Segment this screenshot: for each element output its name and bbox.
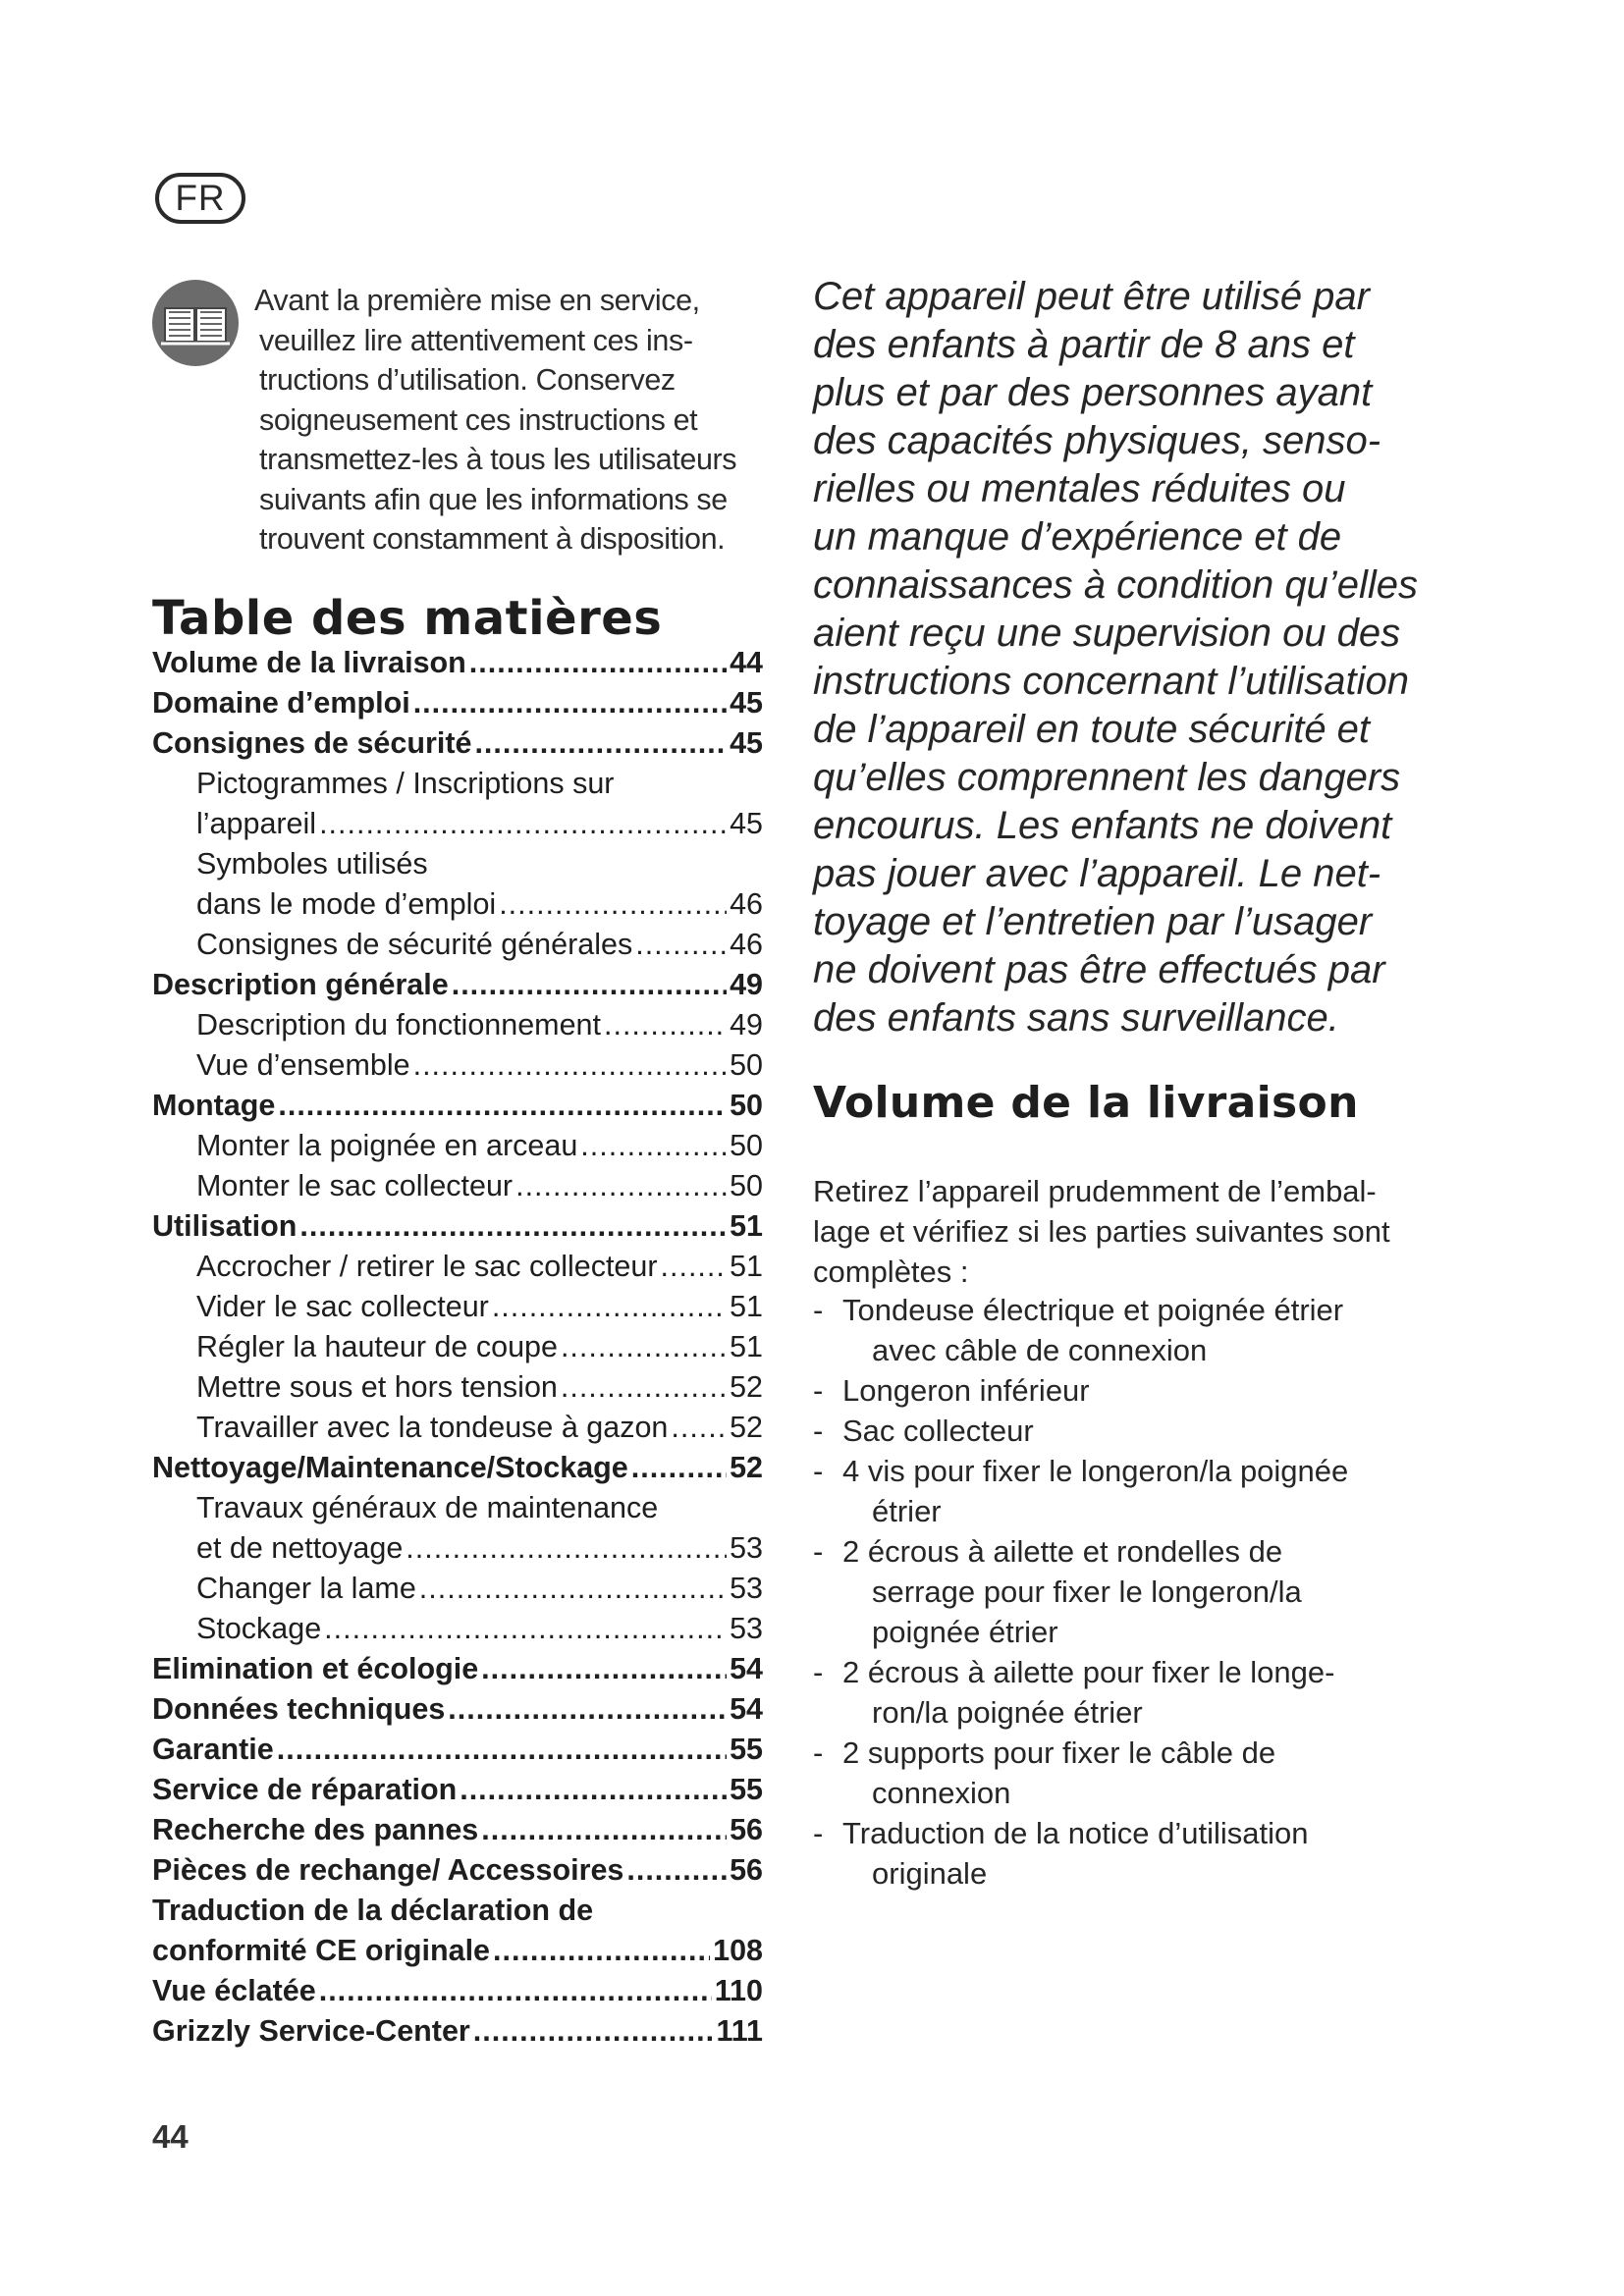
toc-title: Table des matières (152, 591, 663, 646)
warning-line: des enfants sans surveillance. (813, 996, 1339, 1040)
toc-entry-label: Mettre sous et hors tension (196, 1370, 558, 1404)
toc-entry[interactable] (152, 1126, 763, 1166)
toc-entry[interactable] (152, 1166, 763, 1206)
toc-entry[interactable] (152, 643, 763, 683)
toc-entry[interactable] (152, 1770, 763, 1810)
list-item (813, 1733, 1441, 1813)
list-item-text: poignée étrier (872, 1615, 1058, 1649)
toc-entry[interactable] (152, 1045, 763, 1086)
toc-entry-label: Pictogrammes / Inscriptions sur (196, 767, 615, 800)
toc-entry-label: Vue d’ensemble (196, 1048, 410, 1082)
list-item-text: connexion (872, 1776, 1011, 1810)
toc-entry-page: 52 (730, 1451, 763, 1484)
toc-entry-page: 52 (730, 1411, 763, 1444)
toc-entry[interactable] (152, 1367, 763, 1408)
list-item (813, 1290, 1441, 1370)
toc-leader-dots (473, 2011, 714, 2052)
toc-leader-dots (324, 1609, 727, 1649)
warning-line: de l’appareil en toute sécurité et (813, 708, 1371, 751)
list-item-text: originale (872, 1856, 988, 1891)
toc-leader-dots (481, 1649, 727, 1689)
toc-leader-dots (419, 1569, 727, 1609)
toc-entry[interactable] (152, 804, 763, 844)
toc-entry-page: 54 (730, 1652, 763, 1685)
toc-leader-dots (277, 1730, 727, 1770)
toc-entry-label: l’appareil (196, 807, 317, 840)
list-bullet: - (813, 1534, 824, 1569)
toc-leader-dots (626, 1850, 727, 1891)
warning-line: rielles ou mentales réduites ou (813, 467, 1346, 510)
toc-entry[interactable] (152, 1891, 763, 1931)
warning-line: aient reçu une supervision ou des (813, 612, 1401, 655)
list-bullet: - (813, 1454, 824, 1488)
toc-entry-label: Vider le sac collecteur (196, 1290, 489, 1323)
warning-line: encourus. Les enfants ne doivent (813, 804, 1392, 847)
toc-entry[interactable] (152, 764, 763, 804)
toc-leader-dots (319, 1971, 712, 2011)
toc-entry[interactable] (152, 925, 763, 965)
toc-entry[interactable] (152, 1609, 763, 1649)
delivery-items-list (813, 1290, 1441, 1894)
toc-entry[interactable] (152, 683, 763, 723)
toc-entry-page: 50 (730, 1129, 763, 1162)
toc-entry-label: Consignes de sécurité (152, 726, 472, 760)
toc-entry-page: 110 (714, 1974, 763, 2007)
toc-entry-page: 55 (730, 1733, 763, 1766)
section-intro (813, 1171, 1441, 1292)
toc-leader-dots (413, 1045, 727, 1086)
warning-line: connaissances à condition qu’elles (813, 563, 1418, 607)
toc-entry-label: Pièces de rechange/ Accessoires (152, 1853, 624, 1887)
toc-entry-label: Monter la poignée en arceau (196, 1129, 578, 1162)
toc-entry-page: 46 (730, 887, 763, 921)
warning-line: des enfants à partir de 8 ans et (813, 323, 1355, 366)
toc-leader-dots (413, 683, 727, 723)
toc-entry-page: 108 (713, 1934, 763, 1967)
toc-entry-label: et de nettoyage (196, 1531, 404, 1565)
toc-entry-page: 49 (730, 1008, 763, 1041)
toc-entry-label: Elimination et écologie (152, 1652, 479, 1685)
toc-leader-dots (469, 643, 727, 683)
section-intro-line: complètes : (813, 1255, 969, 1289)
toc-leader-dots (448, 1689, 727, 1730)
toc-leader-dots (474, 723, 727, 764)
list-item (813, 1411, 1441, 1451)
toc-entry[interactable] (152, 1689, 763, 1730)
warning-line: Cet appareil peut être utilisé par (813, 275, 1370, 318)
list-item (813, 1370, 1441, 1411)
list-bullet: - (813, 1735, 824, 1770)
page-number: 44 (152, 2118, 189, 2155)
intro-line: transmettez-les à tous les utilisateurs (259, 443, 737, 476)
toc-entry-page: 55 (730, 1773, 763, 1806)
toc-entry-page: 51 (730, 1250, 763, 1283)
warning-line: un manque d’expérience et de (813, 515, 1342, 559)
warning-line: plus et par des personnes ayant (813, 371, 1373, 414)
toc-entry[interactable] (152, 1206, 763, 1247)
toc-entry-label: Montage (152, 1089, 276, 1122)
toc-entry-label: Service de réparation (152, 1773, 458, 1806)
toc-entry[interactable] (152, 1649, 763, 1689)
list-item-text: étrier (872, 1494, 942, 1528)
toc-entry-label: Recherche des pannes (152, 1813, 479, 1846)
toc-entry[interactable] (152, 1850, 763, 1891)
toc-entry-label: Travaux généraux de maintenance (196, 1491, 659, 1524)
toc-entry-label: Changer la lame (196, 1572, 416, 1605)
intro-notice (254, 281, 775, 560)
toc-leader-dots (515, 1166, 727, 1206)
toc-entry-label: Domaine d’emploi (152, 686, 410, 720)
toc-entry[interactable] (152, 1086, 763, 1126)
toc-entry[interactable] (152, 723, 763, 764)
intro-line: Avant la première mise en service, (254, 284, 700, 317)
toc-entry-label: Description du fonctionnement (196, 1008, 601, 1041)
toc-entry-page: 53 (730, 1531, 763, 1565)
intro-line: suivants afin que les informations se (259, 482, 728, 516)
toc-entry[interactable] (152, 1287, 763, 1327)
toc-entry-page: 45 (730, 726, 763, 760)
warning-line: instructions concernant l’utilisation (813, 660, 1409, 703)
list-item-text: ron/la poignée étrier (872, 1695, 1143, 1730)
toc-leader-dots (460, 1770, 727, 1810)
list-item (813, 1813, 1441, 1894)
intro-line: soigneusement ces instructions et (259, 402, 698, 437)
list-item-text: 2 écrous à ailette pour fixer le longe- (842, 1655, 1335, 1689)
toc-leader-dots (278, 1086, 727, 1126)
list-bullet: - (813, 1414, 824, 1448)
book-icon (151, 279, 240, 367)
toc-leader-dots (631, 1448, 727, 1488)
toc-entry-label: Accrocher / retirer le sac collecteur (196, 1250, 658, 1283)
toc-leader-dots (604, 1005, 727, 1045)
toc-entry-label: Stockage (196, 1612, 322, 1645)
toc-leader-dots (561, 1367, 727, 1408)
list-item-text: Traduction de la notice d’utilisation (842, 1816, 1309, 1850)
warning-line: qu’elles comprennent les dangers (813, 756, 1401, 799)
list-item (813, 1451, 1441, 1531)
toc-entry-page: 45 (730, 686, 763, 720)
list-item (813, 1531, 1441, 1652)
toc-entry-label: Utilisation (152, 1209, 298, 1243)
toc-entry-label: Grizzly Service-Center (152, 2014, 470, 2048)
list-item-text: 2 supports pour fixer le câble de (842, 1735, 1276, 1770)
toc-entry[interactable] (152, 965, 763, 1005)
toc-entry-label: Monter le sac collecteur (196, 1169, 514, 1202)
list-item-text: Tondeuse électrique et poignée étrier (842, 1293, 1344, 1327)
warning-line: des capacités physiques, senso- (813, 419, 1381, 462)
toc-leader-dots (499, 884, 727, 925)
toc-leader-dots (406, 1528, 727, 1569)
toc-entry-page: 111 (716, 2014, 763, 2048)
toc-entry-page: 50 (730, 1169, 763, 1202)
toc-entry-label: Traduction de la déclaration de (152, 1894, 594, 1927)
toc-entry-page: 44 (730, 646, 763, 679)
toc-entry[interactable] (152, 884, 763, 925)
intro-line: veuillez lire attentivement ces ins- (259, 323, 693, 357)
toc-leader-dots (635, 925, 727, 965)
list-bullet: - (813, 1373, 824, 1408)
toc-entry[interactable] (152, 1327, 763, 1367)
toc-entry-label: Consignes de sécurité générales (196, 928, 633, 961)
list-bullet: - (813, 1293, 824, 1327)
toc-entry[interactable] (152, 1247, 763, 1287)
toc-entry-label: Travailler avec la tondeuse à gazon (196, 1411, 669, 1444)
toc-leader-dots (580, 1126, 727, 1166)
list-item-text: serrage pour fixer le longeron/la (872, 1575, 1302, 1609)
list-item-text: Sac collecteur (842, 1414, 1034, 1448)
toc-leader-dots (493, 1931, 710, 1971)
toc-leader-dots (661, 1247, 728, 1287)
toc-entry-page: 56 (730, 1853, 763, 1887)
toc-entry[interactable] (152, 1488, 763, 1528)
table-of-contents (152, 643, 763, 2052)
toc-entry-page: 52 (730, 1370, 763, 1404)
toc-entry[interactable] (152, 844, 763, 884)
toc-entry-page: 49 (730, 968, 763, 1001)
toc-entry-page: 53 (730, 1572, 763, 1605)
safety-warning (813, 273, 1451, 1042)
list-bullet: - (813, 1655, 824, 1689)
toc-entry-page: 56 (730, 1813, 763, 1846)
toc-leader-dots (319, 804, 727, 844)
toc-entry[interactable] (152, 1408, 763, 1448)
language-badge: FR (155, 173, 245, 224)
toc-entry-page: 45 (730, 807, 763, 840)
toc-entry-label: dans le mode d’emploi (196, 887, 497, 921)
warning-line: pas jouer avec l’appareil. Le net- (813, 852, 1381, 895)
toc-entry-page: 51 (730, 1330, 763, 1363)
warning-line: ne doivent pas être effectués par (813, 948, 1385, 991)
toc-leader-dots (671, 1408, 727, 1448)
intro-line: trouvent constamment à disposition. (259, 522, 726, 556)
list-bullet: - (813, 1816, 824, 1850)
intro-line: tructions d’utilisation. Conservez (259, 363, 676, 397)
section-title: Volume de la livraison (813, 1078, 1359, 1128)
toc-entry[interactable] (152, 2011, 763, 2052)
section-intro-line: Retirez l’appareil prudemment de l’embal- (813, 1174, 1377, 1208)
toc-entry-label: Régler la hauteur de coupe (196, 1330, 558, 1363)
toc-entry-page: 51 (730, 1290, 763, 1323)
list-item-text: avec câble de connexion (872, 1333, 1208, 1367)
toc-entry-page: 50 (730, 1048, 763, 1082)
list-item-text: 4 vis pour fixer le longeron/la poignée (842, 1454, 1349, 1488)
toc-entry-page: 46 (730, 928, 763, 961)
warning-line: toyage et l’entretien par l’usager (813, 900, 1373, 943)
toc-entry-label: Description générale (152, 968, 449, 1001)
toc-leader-dots (299, 1206, 727, 1247)
toc-entry-page: 53 (730, 1612, 763, 1645)
toc-entry-page: 50 (730, 1089, 763, 1122)
toc-entry[interactable] (152, 1810, 763, 1850)
toc-entry-label: Vue éclatée (152, 1974, 316, 2007)
list-item-text: 2 écrous à ailette et rondelles de (842, 1534, 1283, 1569)
list-item-text: Longeron inférieur (842, 1373, 1090, 1408)
toc-entry-label: Garantie (152, 1733, 274, 1766)
section-intro-line: lage et vérifiez si les parties suivantes sont (813, 1214, 1390, 1249)
toc-entry-label: Volume de la livraison (152, 646, 466, 679)
list-item (813, 1652, 1441, 1733)
toc-leader-dots (452, 965, 727, 1005)
toc-entry-label: Nettoyage/Maintenance/Stockage (152, 1451, 628, 1484)
toc-entry[interactable] (152, 1730, 763, 1770)
toc-entry[interactable] (152, 1971, 763, 2011)
toc-entry[interactable] (152, 1931, 763, 1971)
toc-leader-dots (481, 1810, 727, 1850)
toc-entry[interactable] (152, 1005, 763, 1045)
toc-entry[interactable] (152, 1528, 763, 1569)
toc-entry-page: 54 (730, 1692, 763, 1726)
toc-entry-label: Symboles utilisés (196, 847, 428, 881)
toc-entry[interactable] (152, 1448, 763, 1488)
toc-entry[interactable] (152, 1569, 763, 1609)
toc-entry-page: 51 (730, 1209, 763, 1243)
toc-leader-dots (492, 1287, 727, 1327)
toc-leader-dots (561, 1327, 727, 1367)
toc-entry-label: conformité CE originale (152, 1934, 491, 1967)
toc-entry-label: Données techniques (152, 1692, 446, 1726)
